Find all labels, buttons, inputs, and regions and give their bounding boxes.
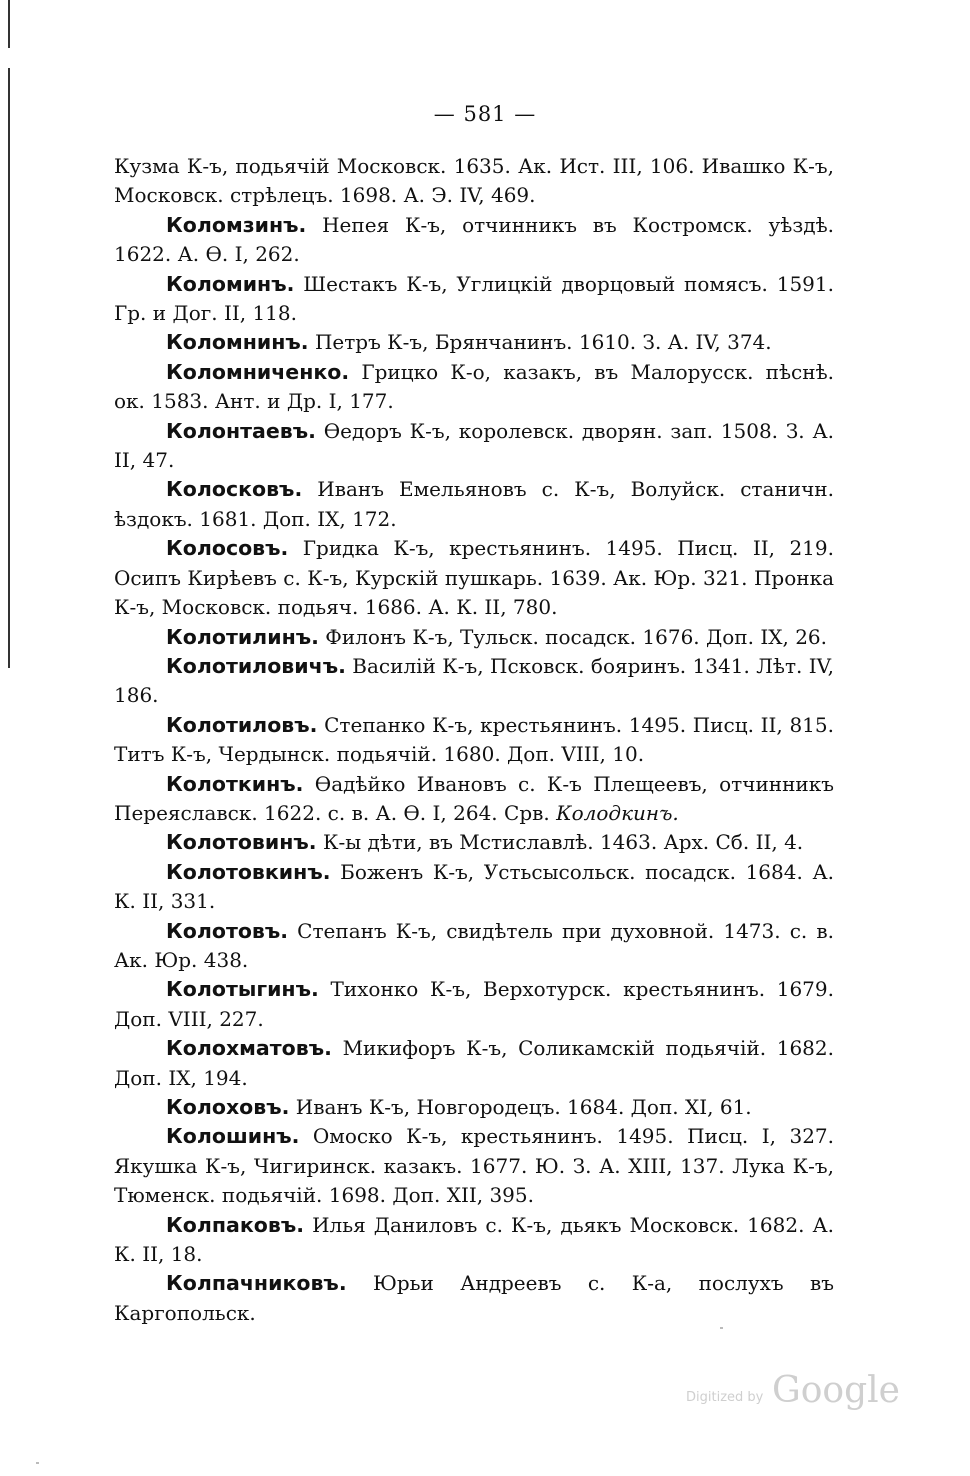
entry — [114, 652, 834, 711]
continuation-paragraph: Кузма К-ъ, подьячій Московск. 1635. Ак. Ист. III, 106. Ивашко К-ъ, Московск. стрѣлецъ. 1698. А. Э. IV, 469. — [114, 154, 834, 208]
google-logo: Google — [772, 1370, 900, 1411]
entry — [114, 328, 834, 357]
entry — [114, 1093, 834, 1122]
dictionary-text — [114, 152, 834, 1328]
entry — [114, 828, 834, 857]
entry-headword: Колотиловъ. — [166, 712, 318, 737]
entry — [114, 770, 834, 829]
entry-cross-reference: Колодкинъ. — [556, 800, 679, 825]
scan-speck — [36, 1462, 39, 1464]
entry-headword: Колотилинъ. — [166, 624, 319, 649]
entry — [114, 1122, 834, 1210]
entry-text: Ѳедоръ К-ъ, королевск. дворян. зап. 1508. З. А. II, 47. — [114, 418, 834, 473]
scan-speck — [720, 1327, 723, 1329]
entry-text: Боженъ К-ъ, Устьсысольск. посадск. 1684. А. К. II, 331. — [114, 859, 834, 914]
entry — [114, 475, 834, 534]
entry-text: Иванъ Емельяновъ с. К-ъ, Волуйск. станичн. ѣздокъ. 1681. Доп. IX, 172. — [114, 477, 834, 531]
page-number: — 581 — — [433, 102, 537, 126]
entry — [114, 858, 834, 917]
entry-text: Филонъ К-ъ, Тульск. посадск. 1676. Доп. IX, 26. — [318, 624, 828, 649]
entry-headword: Коломниченко. — [166, 359, 350, 384]
entry-text: Ѳадѣйко Ивановъ с. К-ъ Плещеевъ, отчинникъ Переяславск. 1622. с. в. А. Ѳ. I, 264. Срв. — [114, 771, 834, 825]
entry-text: Тихонко К-ъ, Верхотурск. крестьянинъ. 1679. Доп. VIII, 227. — [114, 977, 834, 1031]
entry-text: Петръ К-ъ, Брянчанинъ. 1610. З. А. IV, 374. — [308, 330, 772, 355]
entry — [114, 1034, 834, 1093]
entry-headword: Колпачниковъ. — [166, 1271, 347, 1296]
entry — [114, 358, 834, 417]
entry-text: Гридка К-ъ, крестьянинъ. 1495. Писц. II, 219. Осипъ Кирѣевъ с. К-ъ, Курскій пушкарь. 1639. Ак. Юр. 321. Пронка К-ъ, Московск. подьяч. 1686. А. К. II, 780. — [114, 536, 834, 620]
page-edge-line — [8, 68, 10, 668]
entry — [114, 417, 834, 476]
entry-headword: Коломзинъ. — [166, 212, 307, 237]
entry-text: Микифоръ К-ъ, Соликамскій подьячій. 1682. Доп. IX, 194. — [114, 1036, 834, 1090]
entry — [114, 534, 834, 622]
entry — [114, 1269, 834, 1328]
entry-text: Иванъ К-ъ, Новгородецъ. 1684. Доп. XI, 61. — [289, 1095, 752, 1119]
digitized-watermark — [686, 1370, 900, 1420]
entry — [114, 1211, 834, 1270]
entry-headword: Колошинъ. — [166, 1124, 300, 1149]
entry-headword: Колотовъ. — [166, 918, 289, 943]
entry-text: Степанко К-ъ, крестьянинъ. 1495. Писц. II, 815. Титъ К-ъ, Чердынск. подьячій. 1680. Доп. VIII, 10. — [114, 712, 834, 767]
entry-text: Василій К-ъ, Псковск. бояринъ. 1341. Лѣт. IV, 186. — [114, 653, 834, 708]
entry — [114, 917, 834, 976]
entry-headword: Колонтаевъ. — [166, 418, 316, 443]
entry-headword: Колоховъ. — [166, 1095, 290, 1119]
entry-headword: Колотовинъ. — [166, 830, 317, 855]
entry-headword: Колпаковъ. — [166, 1212, 305, 1237]
entry-headword: Колотиловичъ. — [166, 653, 346, 678]
entry-text: Омоско К-ъ, крестьянинъ. 1495. Писц. I, 327. Якушка К-ъ, Чигиринск. казакъ. 1677. Ю. З. А. XIII, 137. Лука К-ъ, Тюменск. подьячій. 1698. Доп. XII, 395. — [114, 1124, 834, 1208]
entry — [114, 711, 834, 770]
entry-headword: Коломнинъ. — [166, 330, 309, 355]
entry-text: Юрьи Андреевъ с. К-а, послухъ въ Каргопольск. — [114, 1271, 834, 1325]
entry-text: К-ы дѣти, въ Мстиславлѣ. 1463. Арх. Сб. II, 4. — [316, 830, 804, 855]
entry — [114, 211, 834, 270]
entry-headword: Колотыгинъ. — [166, 977, 319, 1002]
entry-text: Шестакъ К-ъ, Углицкій дворцовый помясъ. 1591. Гр. и Дог. II, 118. — [114, 271, 834, 326]
entry-text: Непея К-ъ, отчинникъ въ Костромск. уѣздѣ. 1622. А. Ѳ. I, 262. — [114, 212, 834, 267]
entry-headword: Колотовкинъ. — [166, 859, 331, 884]
entry-headword: Колохматовъ. — [166, 1036, 332, 1061]
entry-text: Грицко К-о, казакъ, въ Малорусск. пѣснѣ. ок. 1583. Ант. и Др. I, 177. — [114, 359, 834, 414]
page-edge-line — [8, 0, 10, 48]
entry-headword: Коломинъ. — [166, 271, 295, 296]
entry-headword: Колосковъ. — [166, 477, 303, 502]
entry-text: Илья Даниловъ с. К-ъ, дьякъ Московск. 1682. А. К. II, 18. — [114, 1212, 834, 1267]
entry-headword: Колосовъ. — [166, 536, 289, 561]
entry-text: Степанъ К-ъ, свидѣтель при духовной. 1473. с. в. Ак. Юр. 438. — [114, 918, 834, 972]
entry — [114, 270, 834, 329]
entry — [114, 623, 834, 652]
entry — [114, 975, 834, 1034]
entry-headword: Колоткинъ. — [166, 771, 304, 796]
watermark-prefix: Digitized by — [686, 1390, 764, 1405]
